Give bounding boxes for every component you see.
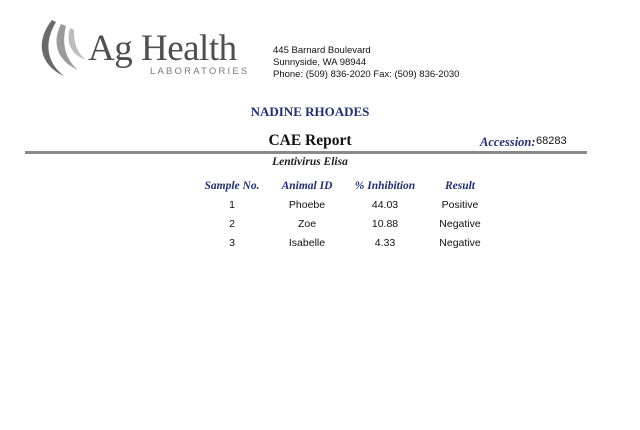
column-header-inhibition: % Inhibition	[354, 180, 416, 192]
cell-sample-no: 2	[229, 218, 235, 230]
cell-inhibition: 4.33	[374, 237, 396, 249]
cell-animal-id: Zoe	[297, 218, 317, 230]
column-header-sample-no: Sample No.	[204, 180, 260, 192]
lab-logo-icon	[34, 14, 94, 80]
cell-inhibition: 44.03	[371, 199, 399, 211]
cell-sample-no: 1	[229, 199, 235, 211]
accession-label: Accession:	[480, 135, 536, 149]
address-line-street: 445 Barnard Boulevard	[273, 45, 371, 56]
cell-result: Positive	[441, 199, 479, 211]
test-name: Lentivirus Elisa	[272, 156, 348, 168]
cell-result: Negative	[439, 218, 481, 230]
cell-inhibition: 10.88	[371, 218, 399, 230]
cell-animal-id: Isabelle	[288, 237, 326, 249]
cell-animal-id: Phoebe	[288, 199, 326, 211]
report-title: CAE Report	[268, 132, 352, 149]
column-header-animal-id: Animal ID	[281, 180, 333, 192]
cell-result: Negative	[439, 237, 481, 249]
cell-sample-no: 3	[229, 237, 235, 249]
accession-number: 68283	[536, 135, 567, 147]
header-divider	[25, 151, 587, 154]
address-line-phone: Phone: (509) 836-2020 Fax: (509) 836-2030	[273, 69, 460, 80]
address-line-city: Sunnyside, WA 98944	[273, 57, 367, 68]
logo-wordmark: Ag Health	[88, 28, 237, 69]
column-header-result: Result	[444, 180, 476, 192]
client-name: NADINE RHOADES	[250, 104, 370, 119]
logo-subtitle: LABORATORIES	[150, 66, 250, 77]
